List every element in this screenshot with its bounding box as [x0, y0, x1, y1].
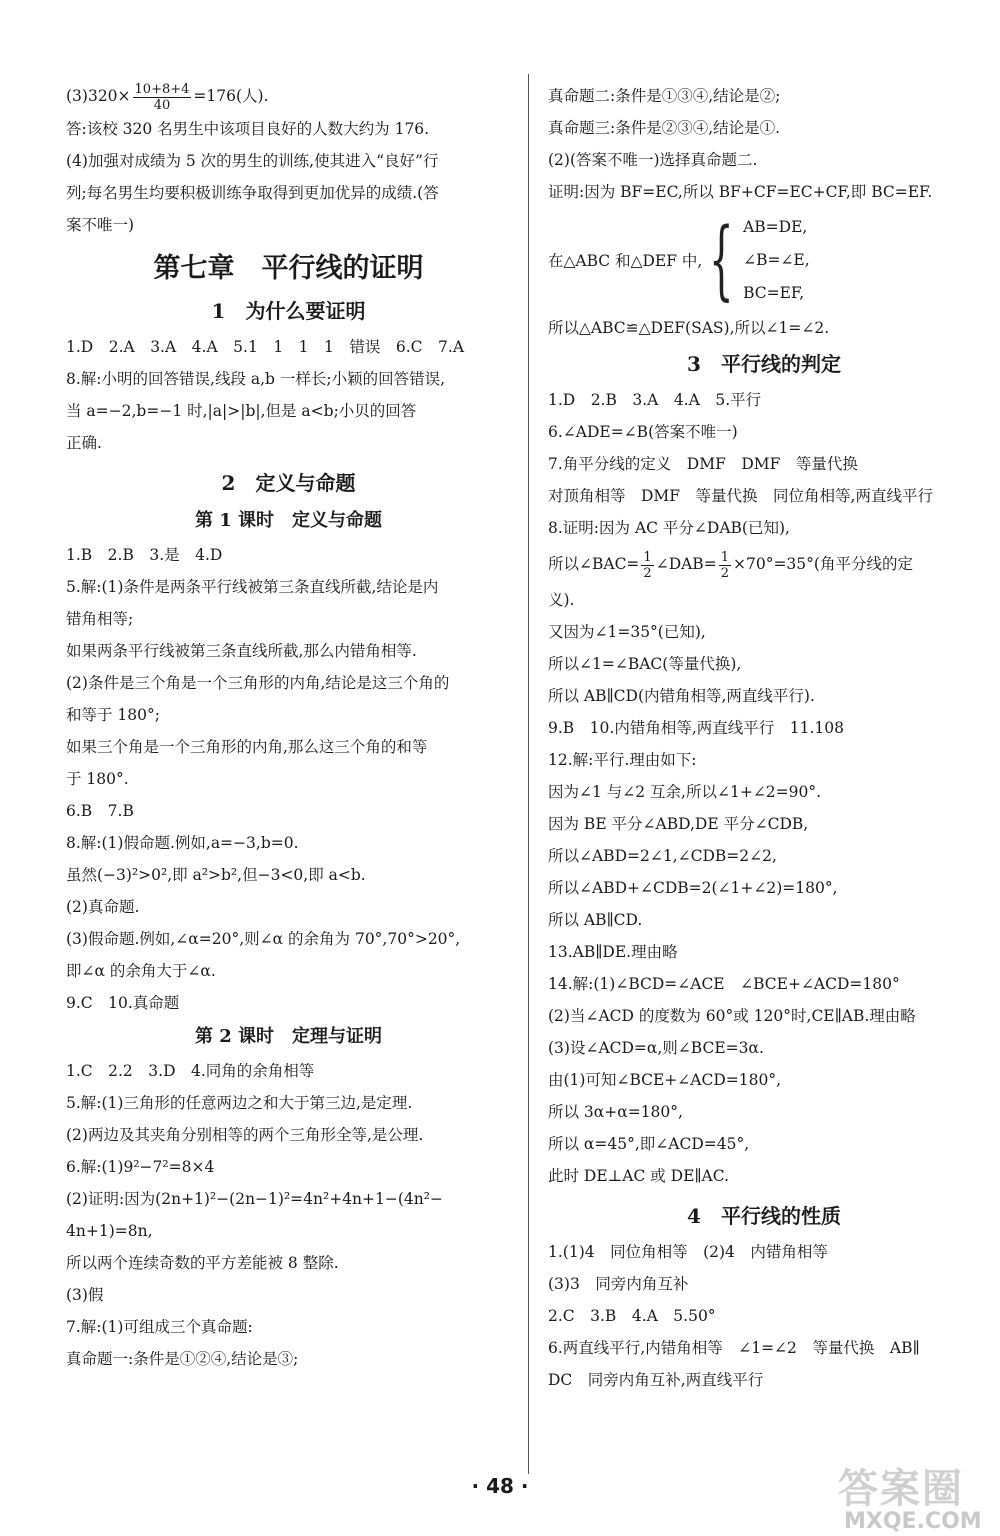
- answer-line: 2.C 3.B 4.A 5.50°: [548, 1307, 716, 1325]
- fraction-denominator: 40: [153, 97, 171, 113]
- system-condition: BC=EF,: [743, 283, 805, 302]
- expression-text: ∠DAB=: [655, 555, 717, 573]
- answer-line: 所以两个连续奇数的平方差能被 8 整除.: [66, 1253, 339, 1272]
- lesson-title: 第 2 课时 定理与证明: [194, 1025, 383, 1047]
- answer-line: (2)当∠ACD 的度数为 60°或 120°时,CE∥AB.理由略: [548, 1007, 916, 1025]
- answer-line: 所以∠1=∠BAC(等量代换),: [548, 655, 742, 673]
- answer-line: 所以 AB∥CD(内错角相等,两直线平行).: [548, 687, 815, 705]
- expression-text: ×70°=35°(角平分线的定: [732, 555, 913, 573]
- answer-line: DC 同旁内角互补,两直线平行: [548, 1371, 764, 1389]
- expression-text: 所以∠BAC=: [548, 555, 640, 573]
- answer-line: 7.角平分线的定义 DMF DMF 等量代换: [548, 455, 858, 473]
- fraction-denominator: 2: [720, 565, 729, 581]
- answer-line: (2)(答案不唯一)选择真命题二.: [548, 151, 758, 169]
- answer-line: 所以△ABC≌△DEF(SAS),所以∠1=∠2.: [548, 319, 830, 337]
- system-condition: ∠B=∠E,: [743, 250, 810, 269]
- answer-line: (3)假命题.例如,∠α=20°,则∠α 的余角为 70°,70°>20°,: [66, 929, 461, 948]
- equation-system: [548, 208, 980, 312]
- section-title: 3 平行线的判定: [687, 352, 841, 376]
- answer-line: 8.解:小明的回答错误,线段 a,b 一样长;小颖的回答错误,: [66, 369, 446, 388]
- fraction-numerator: 1: [643, 549, 652, 565]
- watermark-text: 答案圈: [838, 1466, 964, 1512]
- answer-line: 如果两条平行线被第三条直线所截,那么内错角相等.: [66, 641, 417, 660]
- system-condition: AB=DE,: [743, 217, 808, 236]
- answer-line: 5.解:(1)条件是两条平行线被第三条直线所截,结论是内: [66, 577, 439, 596]
- answer-line: 即∠α 的余角大于∠α.: [66, 961, 216, 980]
- column-divider: [528, 74, 529, 1474]
- answer-line: 9.B 10.内错角相等,两直线平行 11.108: [548, 719, 844, 737]
- answer-line: 错角相等;: [66, 609, 134, 628]
- answer-line: 当 a=−2,b=−1 时,|a|>|b|,但是 a<b;小贝的回答: [66, 401, 417, 420]
- fraction-numerator: 1: [720, 549, 729, 565]
- answer-line: 5.解:(1)三角形的任意两边之和大于第三边,是定理.: [66, 1093, 413, 1112]
- answer-line: (3)3 同旁内角互补: [548, 1275, 689, 1293]
- answer-line: (2)两边及其夹角分别相等的两个三角形全等,是公理.: [66, 1125, 424, 1144]
- fraction: [641, 550, 653, 581]
- answer-line: 13.AB∥DE.理由略: [548, 943, 678, 961]
- answer-line: [548, 544, 980, 584]
- answer-line: 真命题一:条件是①②④,结论是③;: [66, 1349, 299, 1368]
- answer-line: 证明:因为 BF=EC,所以 BF+CF=EC+CF,即 BC=EF.: [548, 183, 933, 201]
- answer-line: (4)加强对成绩为 5 次的男生的训练,使其进入“良好”行: [66, 151, 439, 170]
- watermark-url: MXQE.COM: [844, 1509, 982, 1534]
- page-number: · 48 ·: [471, 1474, 529, 1498]
- answer-line: 8.证明:因为 AC 平分∠DAB(已知),: [548, 519, 790, 537]
- answer-line: 6.两直线平行,内错角相等 ∠1=∠2 等量代换 AB∥: [548, 1339, 920, 1357]
- answer-line: 因为 BE 平分∠ABD,DE 平分∠CDB,: [548, 815, 809, 833]
- fraction: [133, 82, 192, 113]
- answer-line: 所以 3α+α=180°,: [548, 1103, 683, 1121]
- section-title: 1 为什么要证明: [211, 298, 366, 323]
- answer-line: 1.C 2.2 3.D 4.同角的余角相等: [66, 1061, 315, 1080]
- answer-line: 6.∠ADE=∠B(答案不唯一): [548, 423, 738, 441]
- answer-line: 1.(1)4 同位角相等 (2)4 内错角相等: [548, 1243, 828, 1261]
- expression-text: =176(人).: [193, 87, 269, 105]
- system-conditions: [743, 211, 810, 310]
- answer-line: [66, 80, 511, 113]
- answer-line: 所以 α=45°,即∠ACD=45°,: [548, 1135, 750, 1153]
- left-column: [66, 80, 511, 1375]
- section-title: 4 平行线的性质: [687, 1204, 841, 1228]
- answer-line: 6.解:(1)9²−7²=8×4: [66, 1157, 215, 1176]
- fraction: [719, 550, 731, 581]
- answer-line: 6.B 7.B: [66, 801, 134, 820]
- answer-line: 义).: [548, 591, 575, 609]
- answer-line: 列;每名男生均要积极训练争取得到更加优异的成绩.(答: [66, 183, 439, 202]
- answer-line: 12.解:平行.理由如下:: [548, 751, 697, 769]
- answer-line: (2)证明:因为(2n+1)²−(2n−1)²=4n²+4n+1−(4n²−: [66, 1189, 443, 1208]
- answer-line: 和等于 180°;: [66, 705, 160, 724]
- answer-line: 1.D 2.B 3.A 4.A 5.平行: [548, 391, 762, 409]
- answer-line: 于 180°.: [66, 769, 129, 788]
- answer-line: 真命题二:条件是①③④,结论是②;: [548, 87, 781, 105]
- answer-line: 真命题三:条件是②③④,结论是①.: [548, 119, 781, 137]
- answer-line: 7.解:(1)可组成三个真命题:: [66, 1317, 253, 1336]
- answer-line: 此时 DE⊥AC 或 DE∥AC.: [548, 1167, 729, 1185]
- answer-line: 对顶角相等 DMF 等量代换 同位角相等,两直线平行: [548, 487, 933, 505]
- answer-line: 4n+1)=8n,: [66, 1221, 153, 1240]
- answer-line: (3)假: [66, 1285, 104, 1304]
- right-column: [548, 80, 980, 1396]
- answer-line: 1.D 2.A 3.A 4.A 5.1 1 1 1 错误 6.C 7.A: [66, 337, 465, 356]
- answer-line: 因为∠1 与∠2 互余,所以∠1+∠2=90°.: [548, 783, 822, 801]
- expression-text: (3)320×: [66, 87, 131, 105]
- answer-line: 8.解:(1)假命题.例如,a=−3,b=0.: [66, 833, 299, 852]
- answer-line: 所以 AB∥CD.: [548, 911, 643, 929]
- lesson-title: 第 1 课时 定义与命题: [194, 509, 383, 531]
- answer-line: 正确.: [66, 433, 102, 452]
- section-title: 2 定义与命题: [221, 470, 356, 495]
- answer-line: 又因为∠1=35°(已知),: [548, 623, 706, 641]
- answer-line: (3)设∠ACD=α,则∠BCE=3α.: [548, 1039, 764, 1057]
- answer-line: 虽然(−3)²>0²,即 a²>b²,但−3<0,即 a<b.: [66, 865, 366, 884]
- answer-line: 答:该校 320 名男生中该项目良好的人数大约为 176.: [66, 119, 430, 138]
- answer-line: 由(1)可知∠BCE+∠ACD=180°,: [548, 1071, 781, 1089]
- answer-line: (2)真命题.: [66, 897, 140, 916]
- left-brace-icon: {: [709, 210, 735, 310]
- answer-line: 案不唯一): [66, 215, 135, 234]
- system-prefix: 在△ABC 和△DEF 中,: [548, 252, 703, 270]
- fraction-numerator: 10+8+4: [134, 81, 190, 97]
- answer-line: 如果三个角是一个三角形的内角,那么这三个角的和等: [66, 737, 428, 756]
- answer-line: 所以∠ABD=2∠1,∠CDB=2∠2,: [548, 847, 777, 865]
- answer-line: 14.解:(1)∠BCD=∠ACE ∠BCE+∠ACD=180°: [548, 975, 900, 993]
- answer-line: 9.C 10.真命题: [66, 993, 180, 1012]
- fraction-denominator: 2: [643, 565, 652, 581]
- answer-line: 1.B 2.B 3.是 4.D: [66, 545, 223, 564]
- watermark-logo: [838, 1466, 988, 1534]
- answer-line: 所以∠ABD+∠CDB=2(∠1+∠2)=180°,: [548, 879, 838, 897]
- chapter-title: 第七章 平行线的证明: [153, 252, 424, 284]
- answer-line: (2)条件是三个角是一个三角形的内角,结论是这三个角的: [66, 673, 450, 692]
